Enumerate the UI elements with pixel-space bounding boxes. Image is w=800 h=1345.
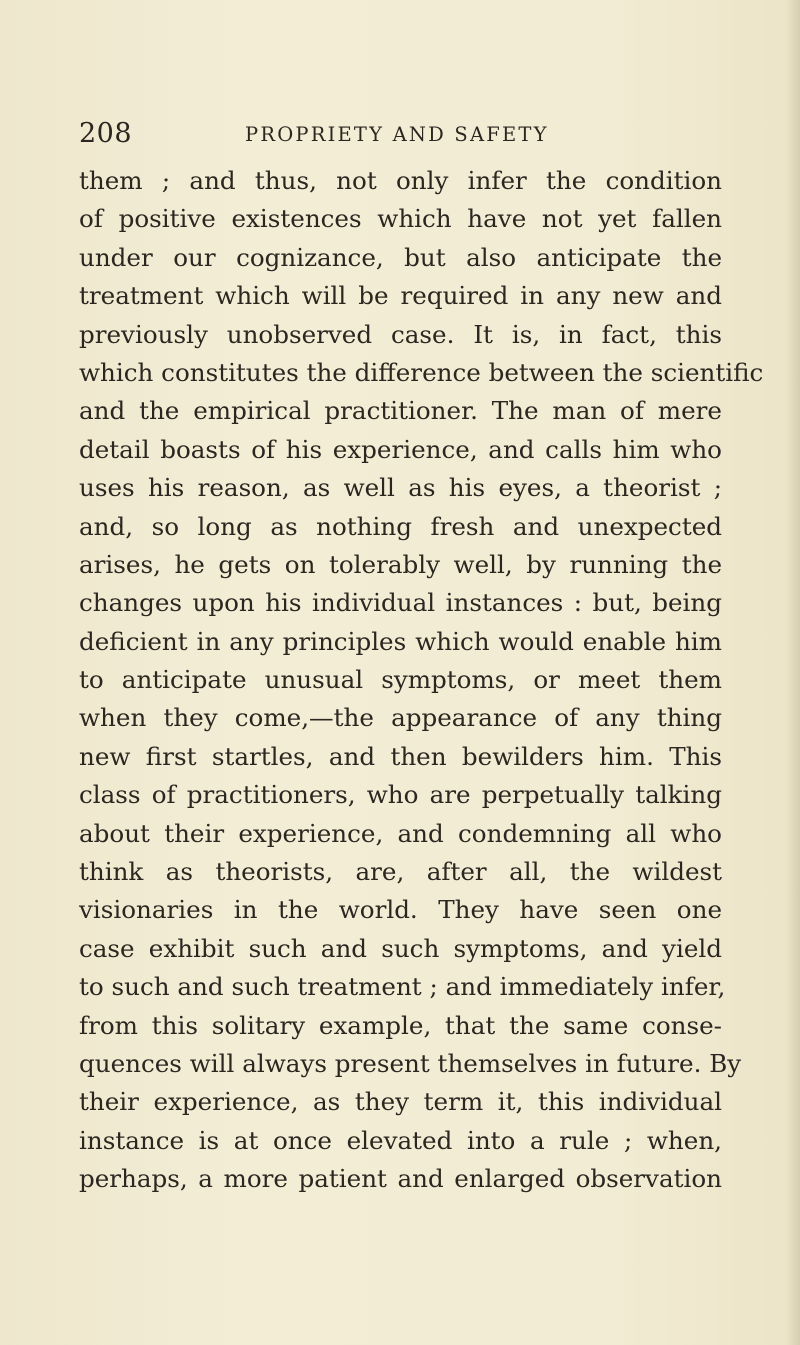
text-line: changes upon his individual instances : but, being (79, 588, 722, 618)
page-number: 208 (79, 118, 133, 149)
text-line: and the empirical practitioner. The man of mere (79, 396, 722, 426)
text-line: which constitutes the difference between the scientific (79, 357, 764, 387)
text-line: class of practitioners, who are perpetually talking (79, 780, 722, 810)
text-line: under our cognizance, but also anticipate the (79, 242, 722, 272)
text-line: uses his reason, as well as his eyes, a theorist ; (79, 473, 722, 503)
text-line: when they come,—the appearance of any thing (79, 703, 722, 733)
text-line: deficient in any principles which would enable him (79, 626, 722, 656)
text-line: treatment which will be required in any new and (79, 281, 722, 311)
text-line: their experience, as they term it, this individual (79, 1087, 722, 1117)
running-title: PROPRIETY AND SAFETY (245, 123, 549, 146)
text-line: previously unobserved case. It is, in fact, this (79, 319, 722, 349)
text-line: arises, he gets on tolerably well, by running the (79, 549, 722, 579)
text-line: of positive existences which have not yet fallen (79, 204, 722, 234)
text-line: think as theorists, are, after all, the wildest (79, 857, 722, 887)
page-edge-shadow (786, 0, 800, 1345)
text-line: quences will always present themselves in future. By (79, 1048, 742, 1078)
page-header (79, 118, 719, 158)
text-line: visionaries in the world. They have seen one (79, 895, 722, 925)
text-line: to such and such treatment ; and immediately infer, (79, 972, 726, 1002)
text-line: to anticipate unusual symptoms, or meet them (79, 665, 722, 695)
body-text (79, 162, 764, 1199)
text-line: and, so long as nothing fresh and unexpected (79, 511, 722, 541)
text-line: case exhibit such and such symptoms, and yield (79, 933, 722, 963)
text-line: detail boasts of his experience, and calls him who (79, 434, 722, 464)
text-line: them ; and thus, not only infer the condition (79, 166, 722, 195)
text-line: instance is at once elevated into a rule ; when, (79, 1125, 722, 1155)
text-line: perhaps, a more patient and enlarged observation (79, 1164, 722, 1194)
text-line: from this solitary example, that the same conse- (79, 1010, 722, 1040)
text-line: new first startles, and then bewilders him. This (79, 741, 722, 771)
text-line: about their experience, and condemning all who (79, 818, 722, 848)
